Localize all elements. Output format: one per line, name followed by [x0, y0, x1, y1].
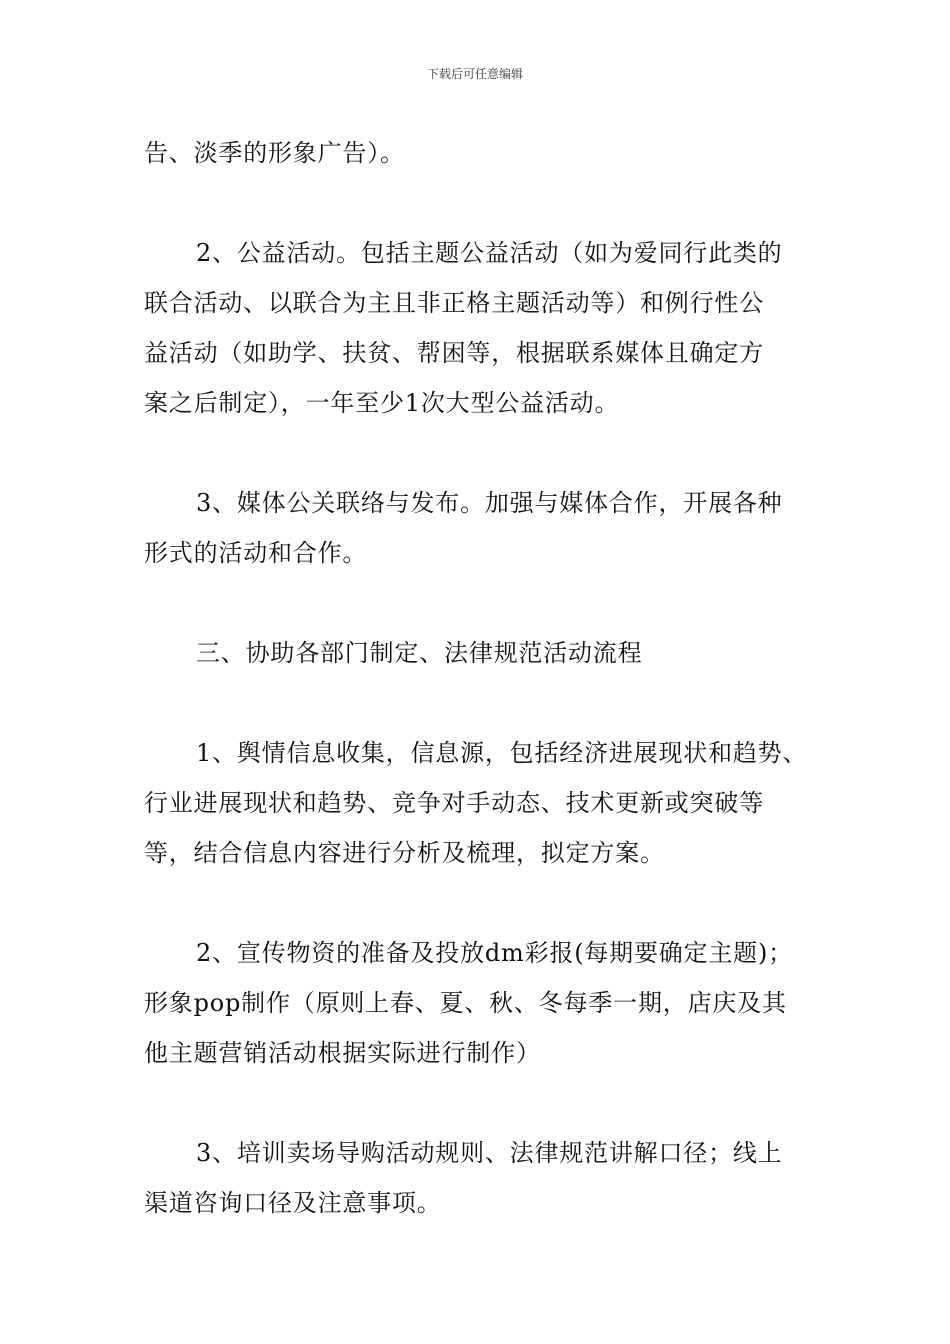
- text-line: 形象pop制作（原则上春、夏、秋、冬每季一期，店庆及其: [144, 989, 787, 1017]
- paragraph: [144, 228, 824, 428]
- text-line: 等，结合信息内容进行分析及梳理，拟定方案。: [144, 839, 665, 867]
- text-line: 渠道咨询口径及注意事项。: [144, 1189, 442, 1217]
- text-line: 联合活动、以联合为主且非正格主题活动等）和例行性公: [144, 289, 764, 317]
- text-line: 2、宣传物资的准备及投放dm彩报(每期要确定主题)；: [196, 939, 793, 967]
- paragraph: [144, 1128, 824, 1228]
- text-line: 他主题营销活动根据实际进行制作）: [144, 1039, 541, 1067]
- text-line: 告、淡季的形象广告）。: [144, 139, 405, 167]
- text-line: 三、协助各部门制定、法律规范活动流程: [196, 639, 643, 667]
- text-line: 2、公益活动。包括主题公益活动（如为爱同行此类的: [196, 239, 783, 267]
- text-line: 案之后制定），一年至少1次大型公益活动。: [144, 389, 620, 417]
- paragraph: [144, 478, 824, 578]
- document-body: [144, 128, 824, 1228]
- text-line: 3、媒体公关联络与发布。加强与媒体合作，开展各种: [196, 489, 783, 517]
- text-line: 益活动（如助学、扶贫、帮困等，根据联系媒体且确定方: [144, 339, 764, 367]
- text-line: 1、舆情信息收集，信息源，包括经济进展现状和趋势、: [196, 739, 808, 767]
- text-line: 行业进展现状和趋势、竞争对手动态、技术更新或突破等: [144, 789, 764, 817]
- page-header: 下载后可任意编辑: [426, 67, 523, 81]
- paragraph: [144, 728, 824, 878]
- text-line: 3、培训卖场导购活动规则、法律规范讲解口径；线上: [196, 1139, 783, 1167]
- paragraph: [144, 128, 824, 178]
- paragraph: [144, 928, 824, 1078]
- text-line: 形式的活动和合作。: [144, 539, 368, 567]
- section-heading: [144, 628, 824, 678]
